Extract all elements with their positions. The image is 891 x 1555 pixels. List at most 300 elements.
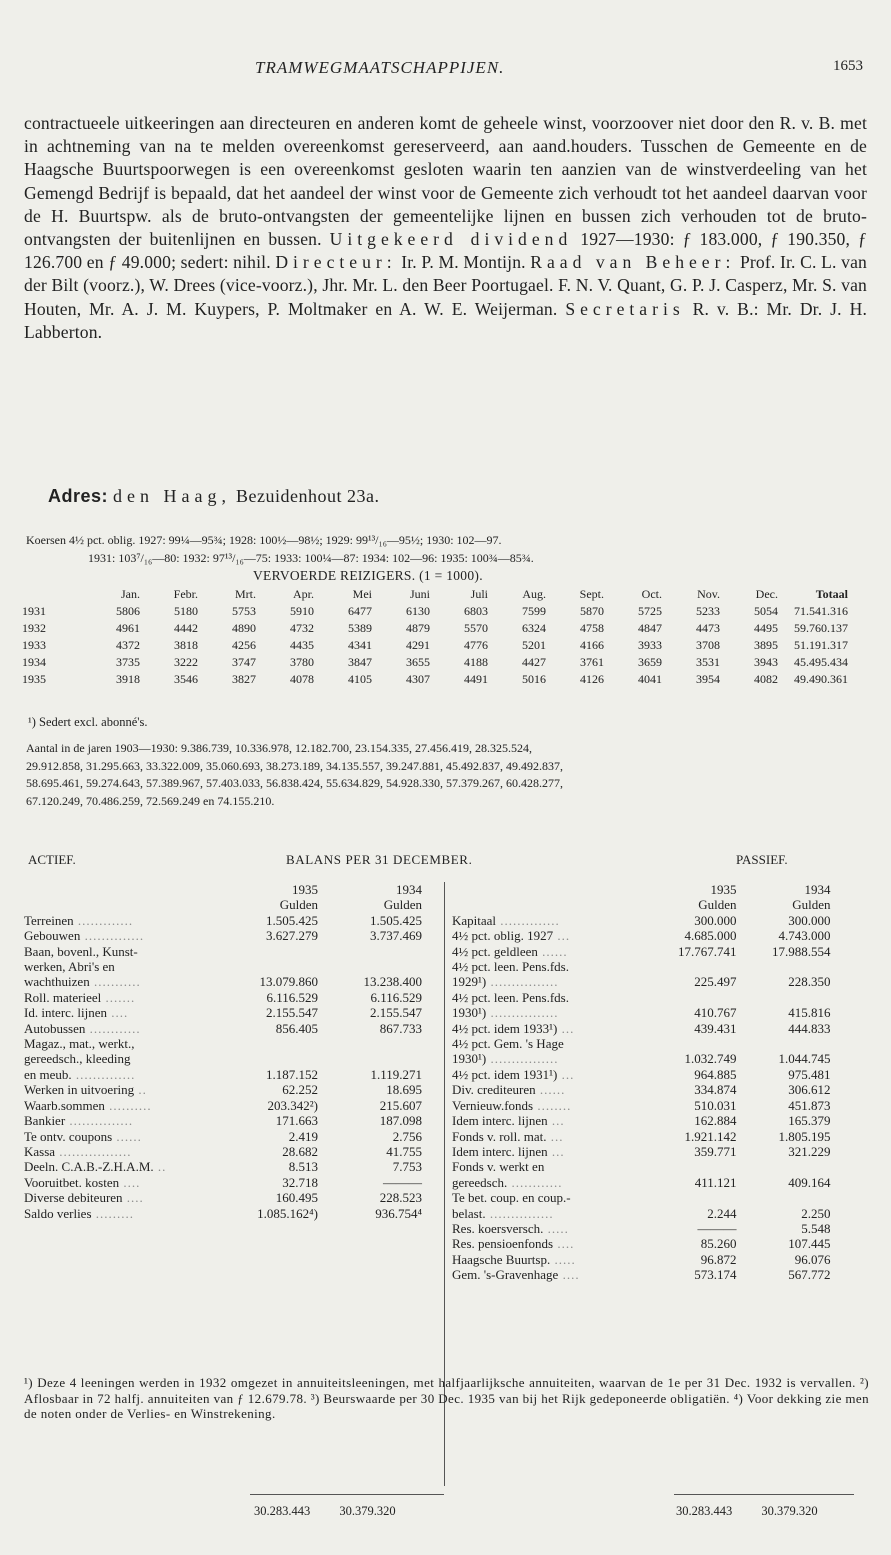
passief-label: Res. pensioenfonds .... xyxy=(452,1236,575,1252)
totals-right xyxy=(676,1504,818,1519)
cell-value: 3222 xyxy=(174,655,198,669)
passief-value-1934: 107.445 xyxy=(788,1236,831,1252)
actief-value-1934: 215.607 xyxy=(379,1097,422,1113)
passengers-title: VERVOERDE REIZIGERS. (1 = 1000). xyxy=(253,568,483,583)
actief-row xyxy=(24,1036,422,1051)
leader-dots: .... xyxy=(558,1267,580,1283)
cell-value: 6130 xyxy=(406,604,430,618)
actief-value-1935: 8.513 xyxy=(288,1159,318,1175)
col-header: Aug. xyxy=(522,587,546,601)
cell-value: 4078 xyxy=(290,672,314,686)
table-row xyxy=(22,620,848,637)
passengers-table xyxy=(22,586,848,688)
actief-label: en meub. .............. xyxy=(24,1066,136,1082)
passief-label: Idem interc. lijnen ... xyxy=(452,1113,565,1129)
actief-value-1935: 1.085.162⁴) xyxy=(257,1205,318,1221)
passief-value-1934: 567.772 xyxy=(788,1267,831,1283)
actief-value-1935 xyxy=(254,1036,318,1051)
col-header: Oct. xyxy=(641,587,662,601)
actief-value-1935: 203.342²) xyxy=(267,1097,318,1113)
address-city: den Haag, xyxy=(113,486,231,506)
total-rule-left xyxy=(250,1494,444,1495)
actief-label: Roll. materieel ....... xyxy=(24,989,136,1005)
cell-value: 4442 xyxy=(174,621,198,635)
unit-2: Gulden xyxy=(792,897,831,913)
cell-value: 3847 xyxy=(348,655,372,669)
passief-label: Gem. 's-Gravenhage .... xyxy=(452,1267,580,1283)
passief-row xyxy=(452,1236,831,1251)
passief-label: 4½ pct. Gem. 's Hage xyxy=(452,1036,564,1052)
passief-value-1934 xyxy=(737,1190,831,1205)
actief-value-1934: ——— xyxy=(383,1174,422,1190)
text-4: Prof. Ir. C. L. van der Bilt (voorz.), W. Drees (vice-voorz.), Jhr. Mr. L. den Beer Poortugael. F. N. V. Quant, G. P. J. Casperz, Mr. S. van Houten, Mr. A. J. M. Kuypers, P. Moltmaker en A. W. E. Weijerman. xyxy=(24,252,867,319)
leader-dots: ............ xyxy=(507,1174,563,1190)
unit-1: Gulden xyxy=(698,897,737,913)
passief-row xyxy=(452,944,831,959)
actief-label: gereedsch., kleeding xyxy=(24,1051,131,1067)
row-year: 1932 xyxy=(22,621,46,635)
actief-label: Diverse debiteuren .... xyxy=(24,1190,144,1206)
actief-row xyxy=(24,1206,422,1221)
actief-row xyxy=(24,1129,422,1144)
table-row xyxy=(22,637,848,654)
passief-value-1935: ——— xyxy=(697,1220,737,1236)
actief-value-1934: 867.733 xyxy=(379,1020,422,1036)
unit-2: Gulden xyxy=(383,897,422,913)
actief-value-1934 xyxy=(318,1036,422,1051)
col-header: Juli xyxy=(470,587,488,601)
passief-row xyxy=(452,913,831,928)
passief-value-1934 xyxy=(737,1036,831,1051)
leader-dots: ................ xyxy=(486,1051,559,1067)
cell-value: 5806 xyxy=(116,604,140,618)
passief-value-1935: 510.031 xyxy=(694,1097,737,1113)
leader-dots: ...... xyxy=(537,943,568,959)
actief-year-row xyxy=(24,882,422,897)
actief-value-1935: 2.155.547 xyxy=(266,1005,318,1021)
leader-dots: ..... xyxy=(550,1251,576,1267)
cell-value: 5570 xyxy=(464,621,488,635)
passief-value-1935: 162.884 xyxy=(694,1113,737,1129)
passief-value-1934: 4.743.000 xyxy=(778,928,831,944)
actief-row xyxy=(24,990,422,1005)
row-total: 51.191.317 xyxy=(794,638,848,652)
passief-row xyxy=(452,1082,831,1097)
passief-value-1934: 2.250 xyxy=(801,1205,831,1221)
passief-row xyxy=(452,1159,831,1174)
passief-unit-row xyxy=(452,897,831,912)
row-year: 1931 xyxy=(22,604,46,618)
passief-value-1935 xyxy=(678,959,737,974)
total-right-1935: 30.283.443 xyxy=(676,1504,733,1518)
cell-value: 3827 xyxy=(232,672,256,686)
actief-value-1934: 18.695 xyxy=(386,1082,422,1098)
address xyxy=(48,486,379,507)
passief-row xyxy=(452,1144,831,1159)
col-header: Jan. xyxy=(121,587,140,601)
totals-left xyxy=(254,1504,396,1519)
cell-value: 3531 xyxy=(696,655,720,669)
passief-label: Haagsche Buurtsp. ..... xyxy=(452,1251,576,1267)
passief-value-1934: 300.000 xyxy=(788,912,831,928)
actief-row xyxy=(24,1098,422,1113)
actief-value-1935 xyxy=(254,959,318,974)
passief-row xyxy=(452,1175,831,1190)
cell-value: 3761 xyxy=(580,655,604,669)
cell-value: 5201 xyxy=(522,638,546,652)
passief-row xyxy=(452,1051,831,1066)
passief-value-1934 xyxy=(737,1159,831,1174)
passief-label: Res. koersversch. ..... xyxy=(452,1220,569,1236)
row-total: 71.541.316 xyxy=(794,604,848,618)
leader-dots: ... xyxy=(546,1128,564,1144)
passief-row xyxy=(452,1252,831,1267)
actief-label: Terreinen ............. xyxy=(24,912,134,928)
actief-value-1934 xyxy=(318,1051,422,1066)
passenger-history xyxy=(26,740,872,810)
col-header: Juni xyxy=(409,587,430,601)
row-year: 1934 xyxy=(22,655,46,669)
label-raad: Raad van Beheer: xyxy=(530,252,736,273)
leader-dots: ... xyxy=(557,1066,575,1082)
cell-value: 4307 xyxy=(406,672,430,686)
cell-value: 4341 xyxy=(348,638,372,652)
cell-value: 4427 xyxy=(522,655,546,669)
passief-value-1935: 17.767.741 xyxy=(678,943,737,959)
cell-value: 4105 xyxy=(348,672,372,686)
cell-value: 4776 xyxy=(464,638,488,652)
leader-dots: .............. xyxy=(71,1066,136,1082)
actief-unit-row xyxy=(24,897,422,912)
passief-value-1934 xyxy=(737,959,831,974)
company-description xyxy=(24,112,867,344)
passief-label: Te bet. coup. en coup.- xyxy=(452,1190,571,1206)
passief-value-1935: 964.885 xyxy=(694,1066,737,1082)
passief-value-1935: 439.431 xyxy=(694,1020,737,1036)
year-1: 1935 xyxy=(292,882,318,897)
passief-label: 4½ pct. leen. Pens.fds. xyxy=(452,989,569,1005)
passief-value-1935: 334.874 xyxy=(694,1082,737,1098)
cell-value: 6803 xyxy=(464,604,488,618)
cell-value: 5910 xyxy=(290,604,314,618)
cell-value: 4372 xyxy=(116,638,140,652)
actief-value-1935: 13.079.860 xyxy=(259,974,318,990)
passief-row xyxy=(452,990,831,1005)
col-header: Mei xyxy=(352,587,372,601)
passief-value-1935: 85.260 xyxy=(700,1236,737,1252)
year-2: 1934 xyxy=(396,882,422,897)
actief-row xyxy=(24,959,422,974)
unit-1: Gulden xyxy=(279,897,318,913)
actief-value-1934: 2.155.547 xyxy=(370,1005,422,1021)
passief-label: 4½ pct. idem 1931¹) ... xyxy=(452,1066,575,1082)
actief-value-1935: 160.495 xyxy=(275,1190,318,1206)
actief-value-1935: 3.627.279 xyxy=(266,928,318,944)
cell-value: 3933 xyxy=(638,638,662,652)
passief-value-1934: 17.988.554 xyxy=(772,943,831,959)
col-header: Nov. xyxy=(697,587,720,601)
cell-value: 4491 xyxy=(464,672,488,686)
cell-value: 4256 xyxy=(232,638,256,652)
footnotes xyxy=(24,1375,869,1422)
passief-value-1934: 975.481 xyxy=(788,1066,831,1082)
actief-label: werken, Abri's en xyxy=(24,959,115,975)
cell-value: 7599 xyxy=(522,604,546,618)
leader-dots: ............... xyxy=(485,1205,554,1221)
cell-value: 3780 xyxy=(290,655,314,669)
history-line-1: Aantal in de jaren 1903—1930: 9.386.739, 10.336.978, 12.182.700, 23.154.335, 27.456.419, 28.325.524, xyxy=(26,741,532,755)
leader-dots: ...... xyxy=(112,1128,142,1144)
leader-dots: ......... xyxy=(91,1205,135,1221)
history-line-3: 58.695.461, 59.274.643, 57.389.967, 57.403.033, 56.838.424, 55.634.829, 54.928.330, 57.379.267, 60.428.277, xyxy=(26,776,563,790)
leader-dots: ............. xyxy=(73,912,134,928)
passief-label: gereedsch. ............ xyxy=(452,1174,563,1190)
leader-dots: .. xyxy=(153,1159,167,1175)
title-balans: BALANS PER 31 DECEMBER. xyxy=(286,852,473,867)
passief-value-1935: 4.685.000 xyxy=(684,928,737,944)
cell-value: 3918 xyxy=(116,672,140,686)
actief-value-1935: 856.405 xyxy=(275,1020,318,1036)
actief-row xyxy=(24,1190,422,1205)
passief-value-1934: 228.350 xyxy=(788,974,831,990)
leader-dots: .......... xyxy=(104,1097,152,1113)
passief-label: 4½ pct. idem 1933¹) ... xyxy=(452,1020,575,1036)
share-prices xyxy=(26,531,872,567)
actief-label: Saldo verlies ......... xyxy=(24,1205,135,1221)
cell-value: 5753 xyxy=(232,604,256,618)
leader-dots: .............. xyxy=(496,912,560,928)
passief-row xyxy=(452,1221,831,1236)
leader-dots: ................ xyxy=(486,1005,559,1021)
col-header: Apr. xyxy=(293,587,314,601)
cell-value: 5054 xyxy=(754,604,778,618)
passief-value-1934: 409.164 xyxy=(788,1174,831,1190)
actief-row xyxy=(24,1021,422,1036)
leader-dots: .. xyxy=(134,1082,147,1098)
text-1: contractueele uitkeeringen aan directeuren en anderen komt de geheele winst, voorzoover niet door den R. v. B. met in achtneming van na te melden overeenkomst gereserveerd, aan aand.houders. Tusschen de Gemeente en de Haagsche Buurtspoorwegen is een overeenkomst gesloten waarin ten aanzien van de winstverdeeling van het Gemengd Bedrijf is bepaald, dat het aandeel der winst voor de Gemeente zich verhoudt tot het aandeel daarvan voor de H. Buurtspw. als de bruto-ontvangsten der gemeentelijke lijnen en bussen zich verhouden tot de bruto-ontvangsten der buitenlijnen en bussen. xyxy=(24,113,867,250)
text-2: 1927—1930: ƒ 183.000, ƒ 190.350, ƒ 126.700 en ƒ 49.000; sedert: nihil. xyxy=(24,229,867,273)
text-3: Ir. P. M. Montijn. xyxy=(401,252,526,273)
cell-value: 5870 xyxy=(580,604,604,618)
passief-value-1934: 5.548 xyxy=(801,1220,831,1236)
passief-value-1935: 359.771 xyxy=(694,1143,737,1159)
cell-value: 5389 xyxy=(348,621,372,635)
passief-label: 1930¹) ................ xyxy=(452,1005,559,1021)
cell-value: 4495 xyxy=(754,621,778,635)
actief-row xyxy=(24,1113,422,1128)
actief-value-1934: 228.523 xyxy=(379,1190,422,1206)
cell-value: 4166 xyxy=(580,638,604,652)
passief-label: Div. crediteuren ...... xyxy=(452,1082,566,1098)
actief-row xyxy=(24,1051,422,1066)
table-row xyxy=(22,654,848,671)
passief-value-1935: 573.174 xyxy=(694,1267,737,1283)
actief-value-1934: 13.238.400 xyxy=(363,974,422,990)
col-header: Sept. xyxy=(579,587,604,601)
cell-value: 5233 xyxy=(696,604,720,618)
leader-dots: .... xyxy=(107,1005,129,1021)
leader-dots: .... xyxy=(122,1190,144,1206)
actief-value-1934: 187.098 xyxy=(379,1113,422,1129)
leader-dots: ... xyxy=(557,1020,575,1036)
total-right-1934: 30.379.320 xyxy=(761,1504,818,1518)
actief-value-1934: 936.754⁴ xyxy=(375,1205,422,1221)
actief-row xyxy=(24,1067,422,1082)
cell-value: 3655 xyxy=(406,655,430,669)
leader-dots: ................ xyxy=(486,974,559,990)
leader-dots: ....... xyxy=(101,989,136,1005)
cell-value: 4188 xyxy=(464,655,488,669)
passief-row xyxy=(452,1206,831,1221)
cell-value: 6477 xyxy=(348,604,372,618)
row-total: 45.495.434 xyxy=(794,655,848,669)
cell-value: 3659 xyxy=(638,655,662,669)
cell-value: 3735 xyxy=(116,655,140,669)
prices-line-1: Koersen 4½ pct. oblig. 1927: 99¼—95¾; 1928: 100½—98½; 1929: 99¹³/₁₆—95½; 1930: 102—97. xyxy=(26,533,502,547)
actief-row xyxy=(24,1159,422,1174)
actief-label: wachthuizen ........... xyxy=(24,974,141,990)
address-label: Adres: xyxy=(48,486,109,506)
cell-value: 4126 xyxy=(580,672,604,686)
passief-label: belast. ............... xyxy=(452,1205,554,1221)
balance-title-row xyxy=(24,852,869,870)
cell-value: 3943 xyxy=(754,655,778,669)
cell-value: 4041 xyxy=(638,672,662,686)
cell-value: 4961 xyxy=(116,621,140,635)
row-total: 49.490.361 xyxy=(794,672,848,686)
passief-row xyxy=(452,1267,831,1282)
page-number: 1653 xyxy=(833,58,863,74)
page-header xyxy=(0,58,891,80)
passief-label: 1930¹) ................ xyxy=(452,1051,559,1067)
passief-label: 4½ pct. geldleen ...... xyxy=(452,943,568,959)
actief-label: Werken in uitvoering .. xyxy=(24,1082,147,1098)
col-header: Dec. xyxy=(755,587,778,601)
actief-value-1934: 6.116.529 xyxy=(370,989,422,1005)
prices-line-2: 1931: 103⁷/₁₆—80: 1932: 97¹³/₁₆—75: 1933: 100¼—87: 1934: 102—96: 1935: 100¾—85¾. xyxy=(88,551,534,565)
passief-row xyxy=(452,959,831,974)
cell-value: 5180 xyxy=(174,604,198,618)
leader-dots: ................. xyxy=(55,1143,132,1159)
cell-value: 5725 xyxy=(638,604,662,618)
passief-label: Fonds v. roll. mat. ... xyxy=(452,1128,564,1144)
row-year: 1933 xyxy=(22,638,46,652)
actief-value-1935: 171.663 xyxy=(275,1113,318,1129)
actief-value-1935: 6.116.529 xyxy=(266,989,318,1005)
row-year: 1935 xyxy=(22,672,46,686)
cell-value: 5016 xyxy=(522,672,546,686)
actief-row xyxy=(24,944,422,959)
actief-label: Baan, bovenl., Kunst- xyxy=(24,943,138,959)
passief-value-1934: 96.076 xyxy=(794,1251,831,1267)
actief-value-1935: 32.718 xyxy=(282,1174,318,1190)
actief-value-1934: 7.753 xyxy=(392,1159,422,1175)
passief-value-1934: 321.229 xyxy=(788,1143,831,1159)
passief-label: Fonds v. werkt en xyxy=(452,1159,545,1175)
actief-label: Deeln. C.A.B.-Z.H.A.M. .. xyxy=(24,1159,167,1175)
passief-value-1934: 165.379 xyxy=(788,1113,831,1129)
passief-row xyxy=(452,1067,831,1082)
passief-value-1935: 300.000 xyxy=(694,912,737,928)
passief-value-1935 xyxy=(678,1036,737,1051)
passief-row xyxy=(452,1098,831,1113)
passief-row xyxy=(452,1129,831,1144)
cell-value: 3954 xyxy=(696,672,720,686)
actief-table xyxy=(24,882,422,1221)
actief-row xyxy=(24,974,422,989)
footnotes-text: ¹) Deze 4 leeningen werden in 1932 omgezet in annuiteitsleeningen, met halfjaarlijksche annuiteiten, waarvan de 1e per 31 Dec. 1932 is vervallen. ²) Aflosbaar in 72 halfj. annuiteiten van ƒ 12.679.78. ³) Beurswaarde per 30 Dec. 1935 van bij het Rijk gedeponeerde obligatiën. ⁴) Voor dekking zie men de noten onder de Verlies- en Winstrekening. xyxy=(24,1375,869,1421)
cell-value: 4758 xyxy=(580,621,604,635)
passief-label: 1929¹) ................ xyxy=(452,974,559,990)
passief-value-1935: 410.767 xyxy=(694,1005,737,1021)
cell-value: 4473 xyxy=(696,621,720,635)
actief-label: Kassa ................. xyxy=(24,1143,132,1159)
passief-value-1935: 2.244 xyxy=(707,1205,737,1221)
total-rule-right xyxy=(674,1494,854,1495)
running-title: TRAMWEGMAATSCHAPPIJEN. xyxy=(255,58,505,77)
passief-label: Kapitaal .............. xyxy=(452,912,560,928)
cell-value: 4732 xyxy=(290,621,314,635)
passief-year-row xyxy=(452,882,831,897)
cell-value: 4879 xyxy=(406,621,430,635)
cell-value: 4847 xyxy=(638,621,662,635)
actief-label: Te ontv. coupons ...... xyxy=(24,1128,142,1144)
passief-value-1935: 1.921.142 xyxy=(684,1128,737,1144)
leader-dots: ..... xyxy=(543,1220,569,1236)
passengers-header-row xyxy=(22,586,848,603)
passief-row xyxy=(452,1005,831,1020)
actief-value-1934: 2.756 xyxy=(392,1128,422,1144)
actief-value-1935: 1.187.152 xyxy=(266,1066,318,1082)
cell-value: 4082 xyxy=(754,672,778,686)
table-row xyxy=(22,603,848,620)
actief-value-1934: 3.737.469 xyxy=(370,928,422,944)
passief-value-1935 xyxy=(678,1159,737,1174)
leader-dots: ... xyxy=(547,1113,565,1129)
passief-value-1934: 1.044.745 xyxy=(778,1051,831,1067)
passief-value-1934: 1.805.195 xyxy=(778,1128,831,1144)
cell-value: 3818 xyxy=(174,638,198,652)
leader-dots: .... xyxy=(119,1174,141,1190)
cell-value: 4890 xyxy=(232,621,256,635)
passief-label: 4½ pct. leen. Pens.fds. xyxy=(452,959,569,975)
row-total: 59.760.137 xyxy=(794,621,848,635)
cell-value: 3895 xyxy=(754,638,778,652)
passief-row xyxy=(452,928,831,943)
actief-label: Vooruitbet. kosten .... xyxy=(24,1174,141,1190)
passief-value-1934: 451.873 xyxy=(788,1097,831,1113)
passief-row xyxy=(452,1190,831,1205)
actief-label: Waarb.sommen .......... xyxy=(24,1097,152,1113)
title-passief: PASSIEF. xyxy=(736,852,788,867)
leader-dots: ........ xyxy=(533,1097,572,1113)
passief-value-1935: 411.121 xyxy=(694,1174,737,1190)
leader-dots: ...... xyxy=(535,1082,566,1098)
passief-value-1935 xyxy=(678,990,737,1005)
total-left-1934: 30.379.320 xyxy=(339,1504,396,1518)
col-header-total: Totaal xyxy=(815,587,848,601)
passief-value-1934: 444.833 xyxy=(788,1020,831,1036)
year-1: 1935 xyxy=(710,882,737,897)
actief-column xyxy=(24,882,422,1221)
actief-value-1935 xyxy=(254,944,318,959)
leader-dots: ........... xyxy=(89,974,141,990)
actief-row xyxy=(24,913,422,928)
description-text xyxy=(24,112,867,344)
passief-column xyxy=(452,882,831,1283)
leader-dots: ............... xyxy=(65,1113,134,1129)
passief-row xyxy=(452,1021,831,1036)
